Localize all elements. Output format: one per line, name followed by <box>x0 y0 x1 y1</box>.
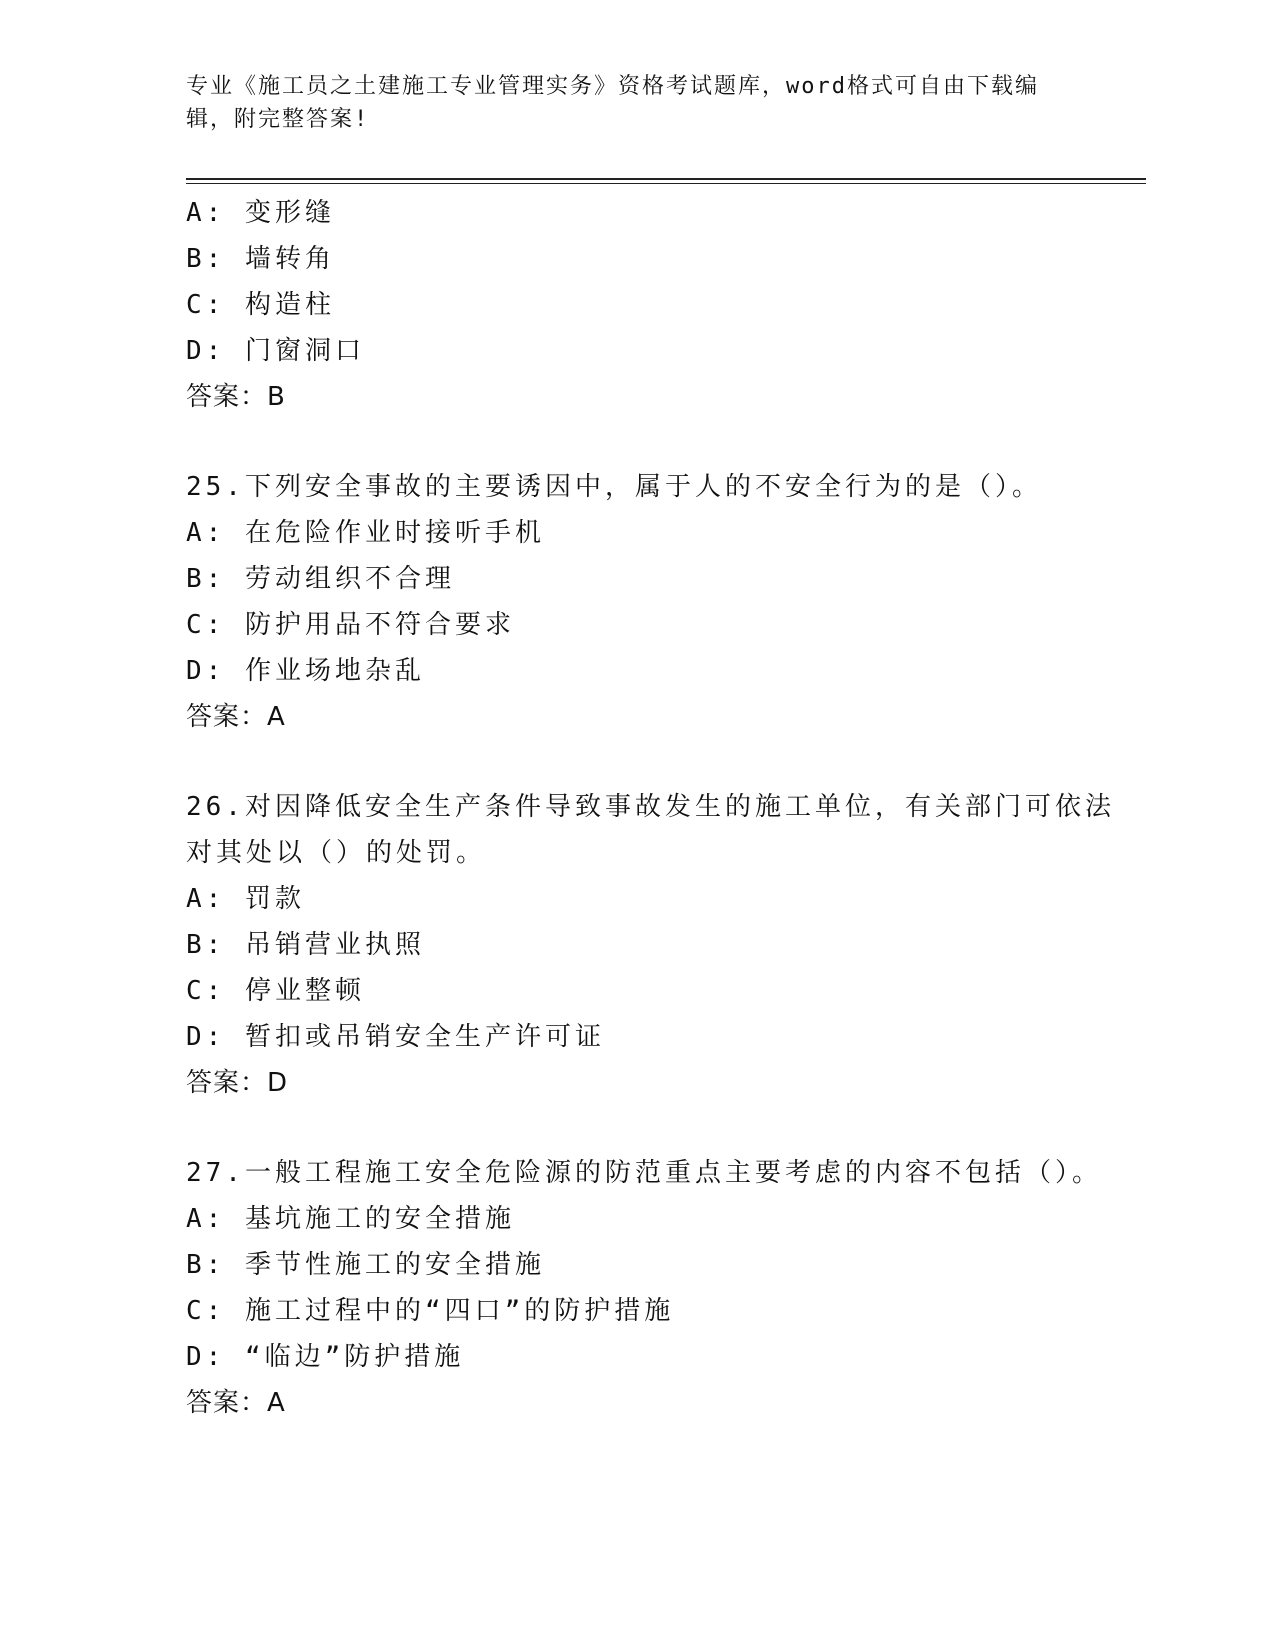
option-c: C: 构造柱 <box>186 290 335 320</box>
question-27 <box>186 1150 1106 1426</box>
option-a: A: 罚款 <box>186 884 305 914</box>
document-header <box>186 70 1066 136</box>
answer: 答案：A <box>186 702 286 732</box>
header-divider-thick <box>186 178 1146 180</box>
option-b: B: 吊销营业执照 <box>186 930 425 960</box>
prev-question-block <box>186 190 1106 420</box>
option-d: D: 暂扣或吊销安全生产许可证 <box>186 1022 605 1052</box>
question-text: 25.下列安全事故的主要诱因中，属于人的不安全行为的是（）。 <box>186 472 1042 502</box>
question-text-line-1: 26.对因降低安全生产条件导致事故发生的施工单位，有关部门可依法 <box>186 792 1115 822</box>
question-text-line-2: 对其处以（）的处罚。 <box>186 838 487 868</box>
answer: 答案：B <box>186 382 286 412</box>
option-c: C: 防护用品不符合要求 <box>186 610 515 640</box>
option-c: C: 施工过程中的“四口”的防护措施 <box>186 1296 675 1326</box>
option-d: D: “临边”防护措施 <box>186 1342 465 1372</box>
option-d: D: 门窗洞口 <box>186 336 365 366</box>
header-line-2: 辑，附完整答案! <box>186 107 370 132</box>
question-26 <box>186 784 1115 1106</box>
option-c: C: 停业整顿 <box>186 976 365 1006</box>
option-b: B: 劳动组织不合理 <box>186 564 455 594</box>
header-divider-thin <box>186 183 1146 184</box>
option-a: A: 变形缝 <box>186 198 335 228</box>
question-25 <box>186 464 1106 740</box>
option-a: A: 基坑施工的安全措施 <box>186 1204 515 1234</box>
option-b: B: 墙转角 <box>186 244 335 274</box>
option-d: D: 作业场地杂乱 <box>186 656 425 686</box>
answer: 答案：A <box>186 1388 286 1418</box>
question-list <box>186 190 1115 1426</box>
question-text: 27.一般工程施工安全危险源的防范重点主要考虑的内容不包括（）。 <box>186 1158 1102 1188</box>
header-line-1: 专业《施工员之土建施工专业管理实务》资格考试题库，word格式可自由下载编 <box>186 74 1039 99</box>
option-b: B: 季节性施工的安全措施 <box>186 1250 545 1280</box>
answer: 答案：D <box>186 1068 289 1098</box>
option-a: A: 在危险作业时接听手机 <box>186 518 545 548</box>
